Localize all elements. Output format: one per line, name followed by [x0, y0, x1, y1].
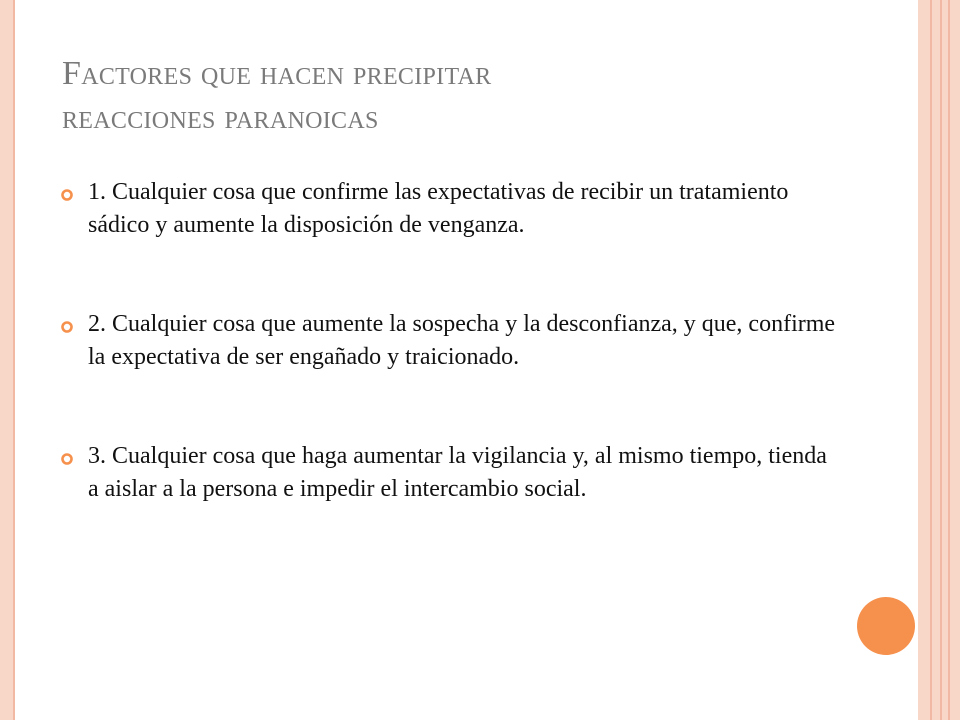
right-stripe-7: [950, 0, 960, 720]
bullet-item-1: [60, 176, 840, 242]
orange-ring-bullet-icon: [60, 320, 74, 334]
left-border-line: [13, 0, 15, 720]
orange-ring-bullet-icon: [60, 188, 74, 202]
bullet-text: 2. Cualquier cosa que aumente la sospecha y la desconfianza, y que, confirme la expectativa de ser engañado y traicionado.: [88, 311, 836, 370]
bullet-item-2: [60, 308, 840, 374]
bullet-item-3: [60, 440, 840, 506]
right-stripe-1: [918, 0, 930, 720]
bullet-text: 3. Cualquier cosa que haga aumentar la vigilancia y, al mismo tiempo, tienda a aislar a la persona e impedir el intercambio social.: [88, 443, 827, 502]
bullet-list: [60, 176, 840, 506]
right-stripe-3: [932, 0, 940, 720]
bullet-text: 1. Cualquier cosa que confirme las expectativas de recibir un tratamiento sádico y aumente la disposición de venganza.: [88, 179, 789, 238]
left-border-stripe: [0, 0, 13, 720]
orange-ring-bullet-icon: [60, 452, 74, 466]
slide-title: [62, 52, 822, 140]
slide-title-line2: reacciones paranoicas: [62, 99, 379, 136]
orange-circle-icon: [857, 597, 915, 655]
slide-title-line1: Factores que hacen precipitar: [62, 55, 492, 92]
